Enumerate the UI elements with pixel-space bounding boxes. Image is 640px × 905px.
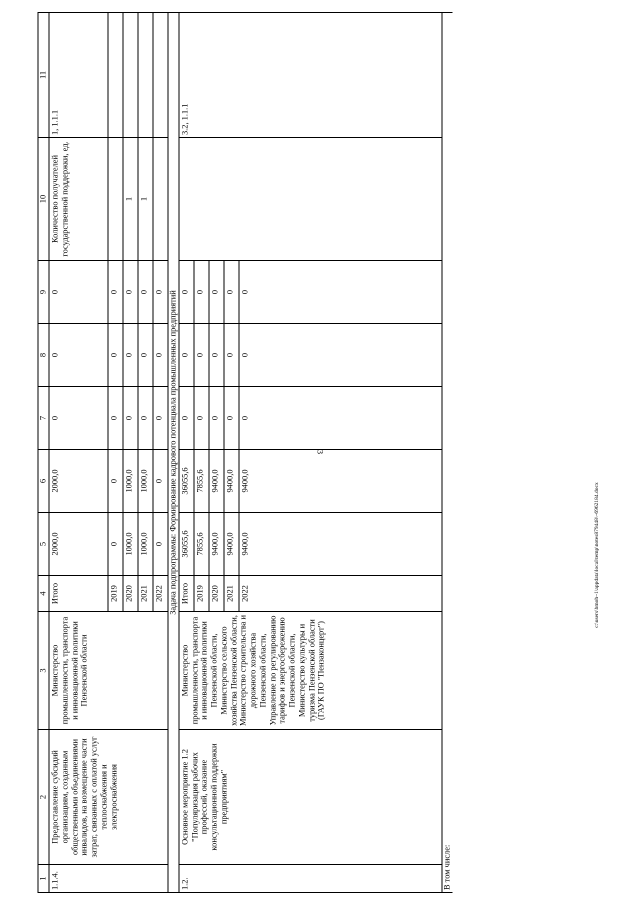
header-cell: 2 (38, 730, 49, 865)
value-cell: 0 (179, 261, 194, 324)
measure-name: Предоставление субсидий организациям, созданным общественными объединениями инвалидов, на возмещение части затрат, связанных с оплатой услуг теплоснабжения и электроснабжения (49, 730, 168, 865)
value-cell: 0 (194, 324, 209, 387)
value-cell: 0 (123, 387, 138, 450)
link-cell (153, 13, 168, 138)
table-row (179, 13, 194, 893)
indicator-cell: 1 (138, 138, 153, 261)
value-cell: 0 (49, 261, 108, 324)
year-cell: 2022 (153, 576, 168, 612)
total-row (442, 13, 452, 893)
value-cell: 0 (239, 387, 442, 450)
link-cell (123, 13, 138, 138)
header-row (38, 13, 49, 893)
value-cell: 1000,0 (123, 513, 138, 576)
row-number: 1.2. (179, 865, 442, 893)
executor: Министерство промышленности, транспорта и инновационной политики Пензенской области (49, 612, 168, 730)
value-cell: 0 (108, 513, 123, 576)
value-cell: 7855,6 (194, 450, 209, 513)
page-number: 3 (315, 450, 325, 454)
measure-name: Основное мероприятие 1.2 "Популяризация рабочих профессий, оказание консультационной поддержки предприятиям" (179, 730, 442, 865)
year-cell: 2020 (123, 576, 138, 612)
footer-path: c:\users\bmoh~1\appdata\local\temp\notes879448\~6962184.docx (594, 482, 600, 628)
indicator-cell: Количество получателей государственной поддержки, ед. (49, 138, 108, 261)
value-cell: 0 (209, 261, 224, 324)
header-cell: 7 (38, 387, 49, 450)
year-cell: 2022 (239, 576, 442, 612)
executor: Министерство промышленности, транспорта и инновационной политики Пензенской области, Министерство сельского хозяйства Пензенской области, Министерство строительства и дорожного хозяйства Пензенской области, Управление по регулированию тарифов и энергосбережению Пензенской области, Министерство культуры и туризма Пензенской области (ГАУК ПО "Пензаконцерт") (179, 612, 442, 730)
task-text: Задача подпрограммы: Формирование кадрового потенциала промышленных предприятий (168, 13, 179, 893)
link-cell (138, 13, 153, 138)
link-cell (108, 13, 123, 138)
value-cell: 7855,6 (194, 513, 209, 576)
value-cell: 9400,0 (224, 450, 239, 513)
header-cell: 8 (38, 324, 49, 387)
value-cell: 9400,0 (209, 513, 224, 576)
value-cell: 0 (108, 261, 123, 324)
value-cell: 0 (239, 324, 442, 387)
year-cell: Итого (179, 576, 194, 612)
value-cell: 0 (49, 324, 108, 387)
value-cell: 0 (194, 261, 209, 324)
year-cell: 2021 (224, 576, 239, 612)
header-cell: 6 (38, 450, 49, 513)
header-cell: 4 (38, 576, 49, 612)
rotated-table-page (38, 13, 603, 893)
indicator-cell (179, 138, 442, 261)
value-cell: 0 (138, 387, 153, 450)
indicator-cell: 1 (123, 138, 138, 261)
value-cell: 0 (123, 324, 138, 387)
value-cell: 0 (209, 324, 224, 387)
row-number: 1.1.4. (49, 865, 168, 893)
value-cell: 0 (49, 387, 108, 450)
header-cell: 9 (38, 261, 49, 324)
value-cell: 0 (153, 387, 168, 450)
value-cell: 2000,0 (49, 513, 108, 576)
value-cell: 0 (138, 261, 153, 324)
indicator-cell (153, 138, 168, 261)
program-table (38, 12, 453, 893)
value-cell: 0 (138, 324, 153, 387)
value-cell: 0 (179, 387, 194, 450)
total-label: В том числе: (442, 13, 452, 893)
value-cell: 9400,0 (239, 450, 442, 513)
header-cell: 11 (38, 13, 49, 138)
value-cell: 1000,0 (123, 450, 138, 513)
value-cell: 0 (239, 261, 442, 324)
link-cell: 3.2, 1.1.1 (179, 13, 442, 138)
table-row (49, 13, 108, 893)
year-cell: 2019 (194, 576, 209, 612)
value-cell: 1000,0 (138, 450, 153, 513)
value-cell: 0 (123, 261, 138, 324)
value-cell: 9400,0 (209, 450, 224, 513)
header-cell: 10 (38, 138, 49, 261)
value-cell: 2000,0 (49, 450, 108, 513)
value-cell: 9400,0 (224, 513, 239, 576)
year-cell: 2021 (138, 576, 153, 612)
value-cell: 0 (179, 324, 194, 387)
header-cell: 1 (38, 865, 49, 893)
value-cell: 9400,0 (239, 513, 442, 576)
year-cell: Итого (49, 576, 108, 612)
value-cell: 0 (209, 387, 224, 450)
value-cell: 0 (153, 324, 168, 387)
value-cell: 0 (224, 261, 239, 324)
year-cell: 2020 (209, 576, 224, 612)
value-cell: 0 (153, 261, 168, 324)
indicator-cell (108, 138, 123, 261)
value-cell: 1000,0 (138, 513, 153, 576)
value-cell: 0 (108, 324, 123, 387)
year-cell: 2019 (108, 576, 123, 612)
header-cell: 3 (38, 612, 49, 730)
value-cell: 0 (224, 387, 239, 450)
value-cell: 0 (153, 450, 168, 513)
value-cell: 0 (194, 387, 209, 450)
value-cell: 0 (224, 324, 239, 387)
value-cell: 36055,6 (179, 513, 194, 576)
value-cell: 0 (108, 450, 123, 513)
link-cell: 1, 1.1.1 (49, 13, 108, 138)
value-cell: 0 (108, 387, 123, 450)
value-cell: 36055,6 (179, 450, 194, 513)
value-cell: 0 (153, 513, 168, 576)
header-cell: 5 (38, 513, 49, 576)
task-row (168, 13, 179, 893)
